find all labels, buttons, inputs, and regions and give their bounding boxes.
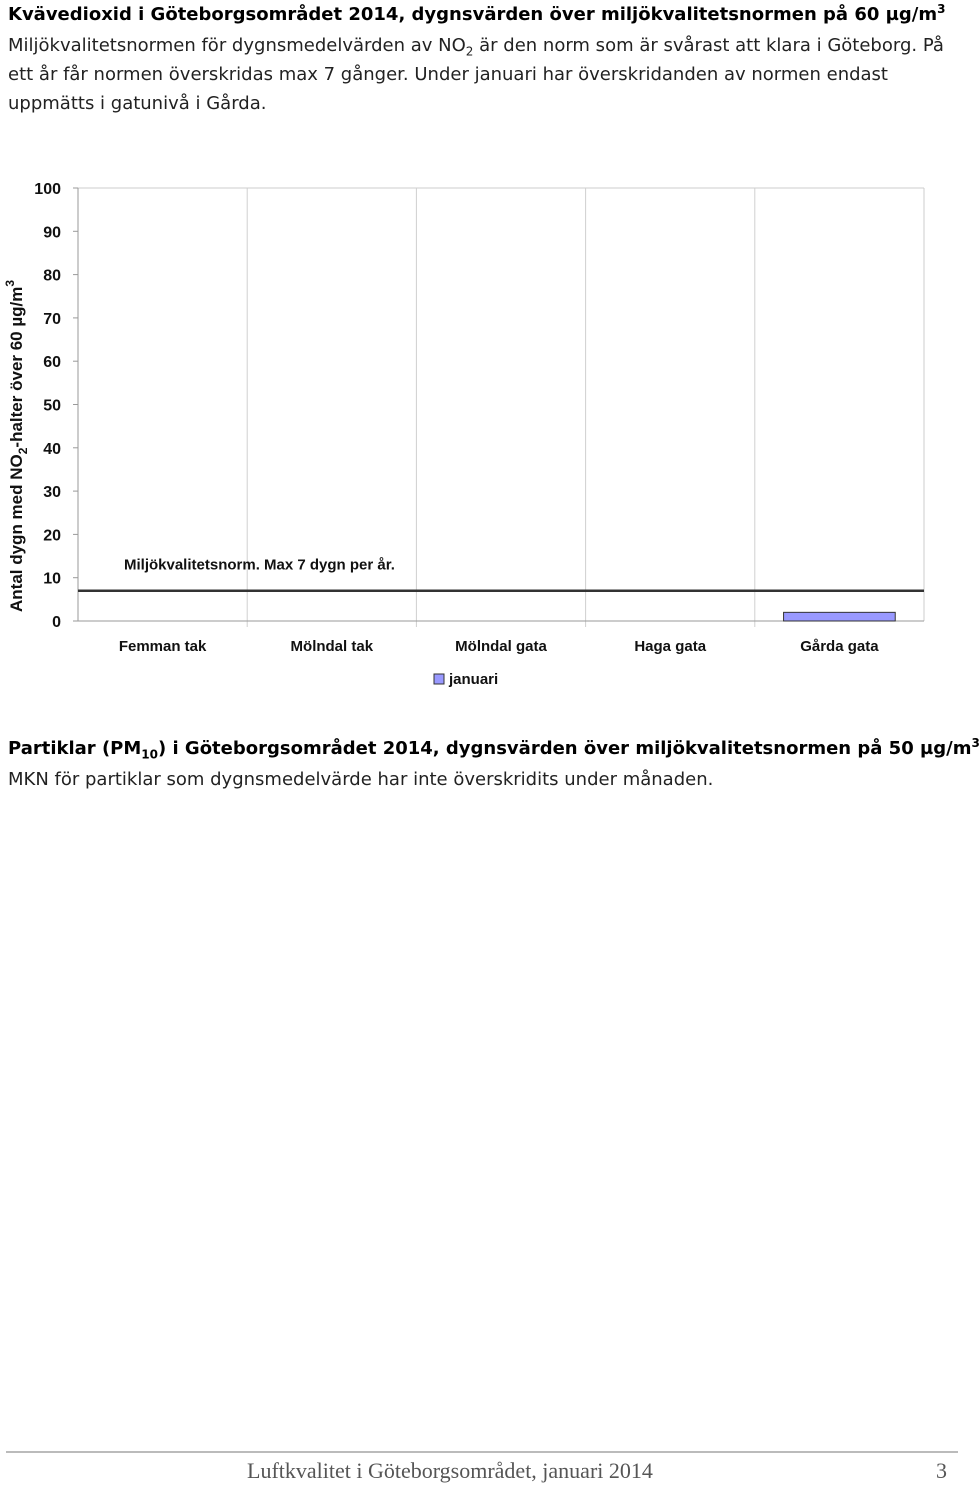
- section-heading-no2: [8, 4, 945, 26]
- section-heading-pm10: [8, 738, 980, 760]
- x-category-label: Mölndal tak: [290, 638, 374, 655]
- x-axis-labels: [119, 638, 879, 655]
- pm10-paragraph: MKN för partiklar som dygnsmedelvärde har inte överskridits under månaden.: [8, 769, 714, 790]
- heading-text: Kvävedioxid i Göteborgsområdet 2014, dygnsvärden över miljökvalitetsnormen på 60 µg/m: [8, 4, 938, 25]
- heading-text: ) i Göteborgsområdet 2014, dygnsvärden över miljökvalitetsnormen på 50 µg/m: [157, 738, 972, 759]
- x-category-label: Mölndal gata: [455, 638, 547, 655]
- y-axis-ticks: [34, 181, 78, 631]
- chart-bars: [784, 612, 896, 621]
- x-category-label: Femman tak: [118, 638, 207, 655]
- legend: [434, 671, 498, 688]
- para-text: Göteborg. På ett år får normen överskridas max 7 gånger. Under januari har överskridanden av normen endast uppmätts i gatunivå i Gårda.: [8, 35, 944, 114]
- reference-line-label: Miljökvalitetsnorm. Max 7 dygn per år.: [124, 556, 395, 574]
- y-tick-label: 60: [43, 354, 61, 372]
- legend-swatch: [434, 674, 444, 684]
- heading-text: Partiklar (PM: [8, 738, 142, 759]
- superscript: 3: [937, 2, 946, 16]
- y-tick-label: 30: [43, 484, 61, 502]
- reference-line-group: [78, 557, 924, 591]
- y-tick-label: 10: [43, 570, 61, 588]
- superscript: 3: [971, 736, 980, 750]
- bar: [784, 612, 896, 621]
- y-tick-label: 90: [43, 224, 61, 242]
- no2-paragraph: [8, 31, 948, 118]
- para-text: är den norm som är svårast att klara i: [473, 35, 822, 56]
- no2-bar-chart: [0, 168, 960, 698]
- page-number: 3: [936, 1458, 947, 1483]
- x-category-label: Haga gata: [634, 638, 707, 655]
- para-text: Miljökvalitetsnormen för dygnsmedelvärden av NO: [8, 35, 466, 56]
- y-tick-label: 0: [52, 614, 61, 631]
- y-tick-label: 70: [43, 310, 61, 328]
- footer-title: Luftkvalitet i Göteborgsområdet, januari 2014: [247, 1458, 653, 1483]
- subscript: 10: [141, 747, 158, 762]
- y-tick-label: 50: [43, 397, 61, 415]
- y-tick-label: 100: [34, 181, 61, 198]
- y-tick-label: 80: [43, 267, 61, 285]
- y-tick-label: 20: [43, 527, 61, 545]
- y-axis-label: Antal dygn med $NO_2$-halter över 60 $\mu g/m^3$: [3, 279, 30, 612]
- legend-label: januari: [449, 671, 499, 688]
- subscript: 2: [465, 44, 474, 59]
- x-category-label: Gårda gata: [800, 638, 879, 655]
- footer-divider: [6, 1451, 958, 1453]
- y-tick-label: 40: [43, 440, 61, 458]
